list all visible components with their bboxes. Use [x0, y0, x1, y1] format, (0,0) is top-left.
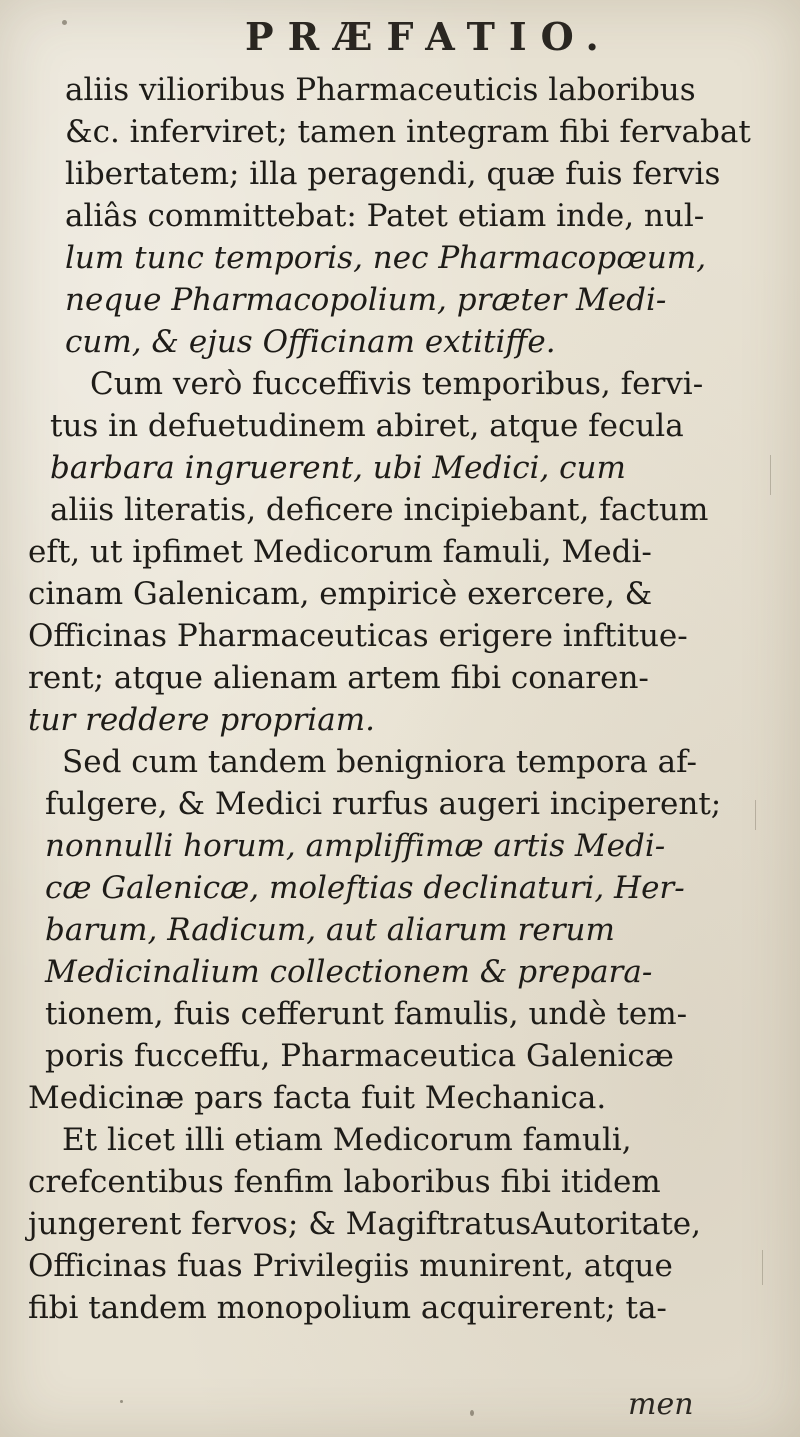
text-line-20: cæ Galenicæ, moleftias declinaturi, Her-: [45, 870, 685, 906]
text-line-17: Sed cum tandem benigniora tempora af-: [62, 744, 698, 780]
paper-speck: [62, 20, 67, 25]
text-line-11: aliis literatis, deficere incipiebant, factum: [50, 492, 709, 528]
margin-mark: [770, 455, 771, 495]
text-line-24: poris fucceffu, Pharmaceutica Galenicæ: [45, 1038, 674, 1074]
text-line-4: aliâs committebat: Patet etiam inde, nul-: [65, 198, 705, 234]
text-line-2: &c. inferviret; tamen integram fibi fervabat: [65, 114, 751, 150]
text-line-16: tur reddere propriam.: [28, 702, 375, 738]
text-line-13: cinam Galenicam, empiricè exercere, &: [28, 576, 653, 612]
text-line-21: barum, Radicum, aut aliarum rerum: [45, 912, 615, 948]
text-line-3: libertatem; illa peragendi, quæ fuis fervis: [65, 156, 721, 192]
paper-speck: [470, 1410, 474, 1416]
text-line-8: Cum verò fucceffivis temporibus, fervi-: [90, 366, 704, 402]
text-line-27: crefcentibus fenfim laboribus fibi itidem: [28, 1164, 661, 1200]
text-line-19: nonnulli horum, ampliffimæ artis Medi-: [45, 828, 666, 864]
text-line-6: neque Pharmacopolium, præter Medi-: [65, 282, 667, 318]
margin-mark: [755, 800, 756, 830]
text-line-22: Medicinalium collectionem & prepara-: [45, 954, 653, 990]
text-line-10: barbara ingruerent, ubi Medici, cum: [50, 450, 626, 486]
text-line-1: aliis vilioribus Pharmaceuticis laboribus: [65, 72, 696, 108]
paper-speck: [120, 1400, 123, 1403]
margin-mark: [762, 1250, 763, 1285]
text-line-26: Et licet illi etiam Medicorum famuli,: [62, 1122, 632, 1158]
text-line-5: lum tunc temporis, nec Pharmacopœum,: [65, 240, 707, 276]
text-line-23: tionem, fuis cefferunt famulis, undè tem-: [45, 996, 688, 1032]
text-line-18: fulgere, & Medici rurfus augeri inciperent;: [45, 786, 722, 822]
text-line-12: eft, ut ipfimet Medicorum famuli, Medi-: [28, 534, 652, 570]
text-line-30: fibi tandem monopolium acquirerent; ta-: [28, 1290, 667, 1326]
text-line-9: tus in defuetudinem abiret, atque fecula: [50, 408, 684, 444]
text-line-15: rent; atque alienam artem fibi conaren-: [28, 660, 649, 696]
text-line-14: Officinas Pharmaceuticas erigere inftitue-: [28, 618, 688, 654]
catchword: men: [628, 1387, 694, 1422]
running-header: PRÆFATIO.: [245, 14, 613, 59]
text-line-28: jungerent fervos; & MagiftratusAutoritate,: [28, 1206, 701, 1242]
text-line-7: cum, & ejus Officinam extitiffe.: [65, 324, 556, 360]
text-line-29: Officinas fuas Privilegiis munirent, atque: [28, 1248, 673, 1284]
text-line-25: Medicinæ pars facta fuit Mechanica.: [28, 1080, 607, 1116]
